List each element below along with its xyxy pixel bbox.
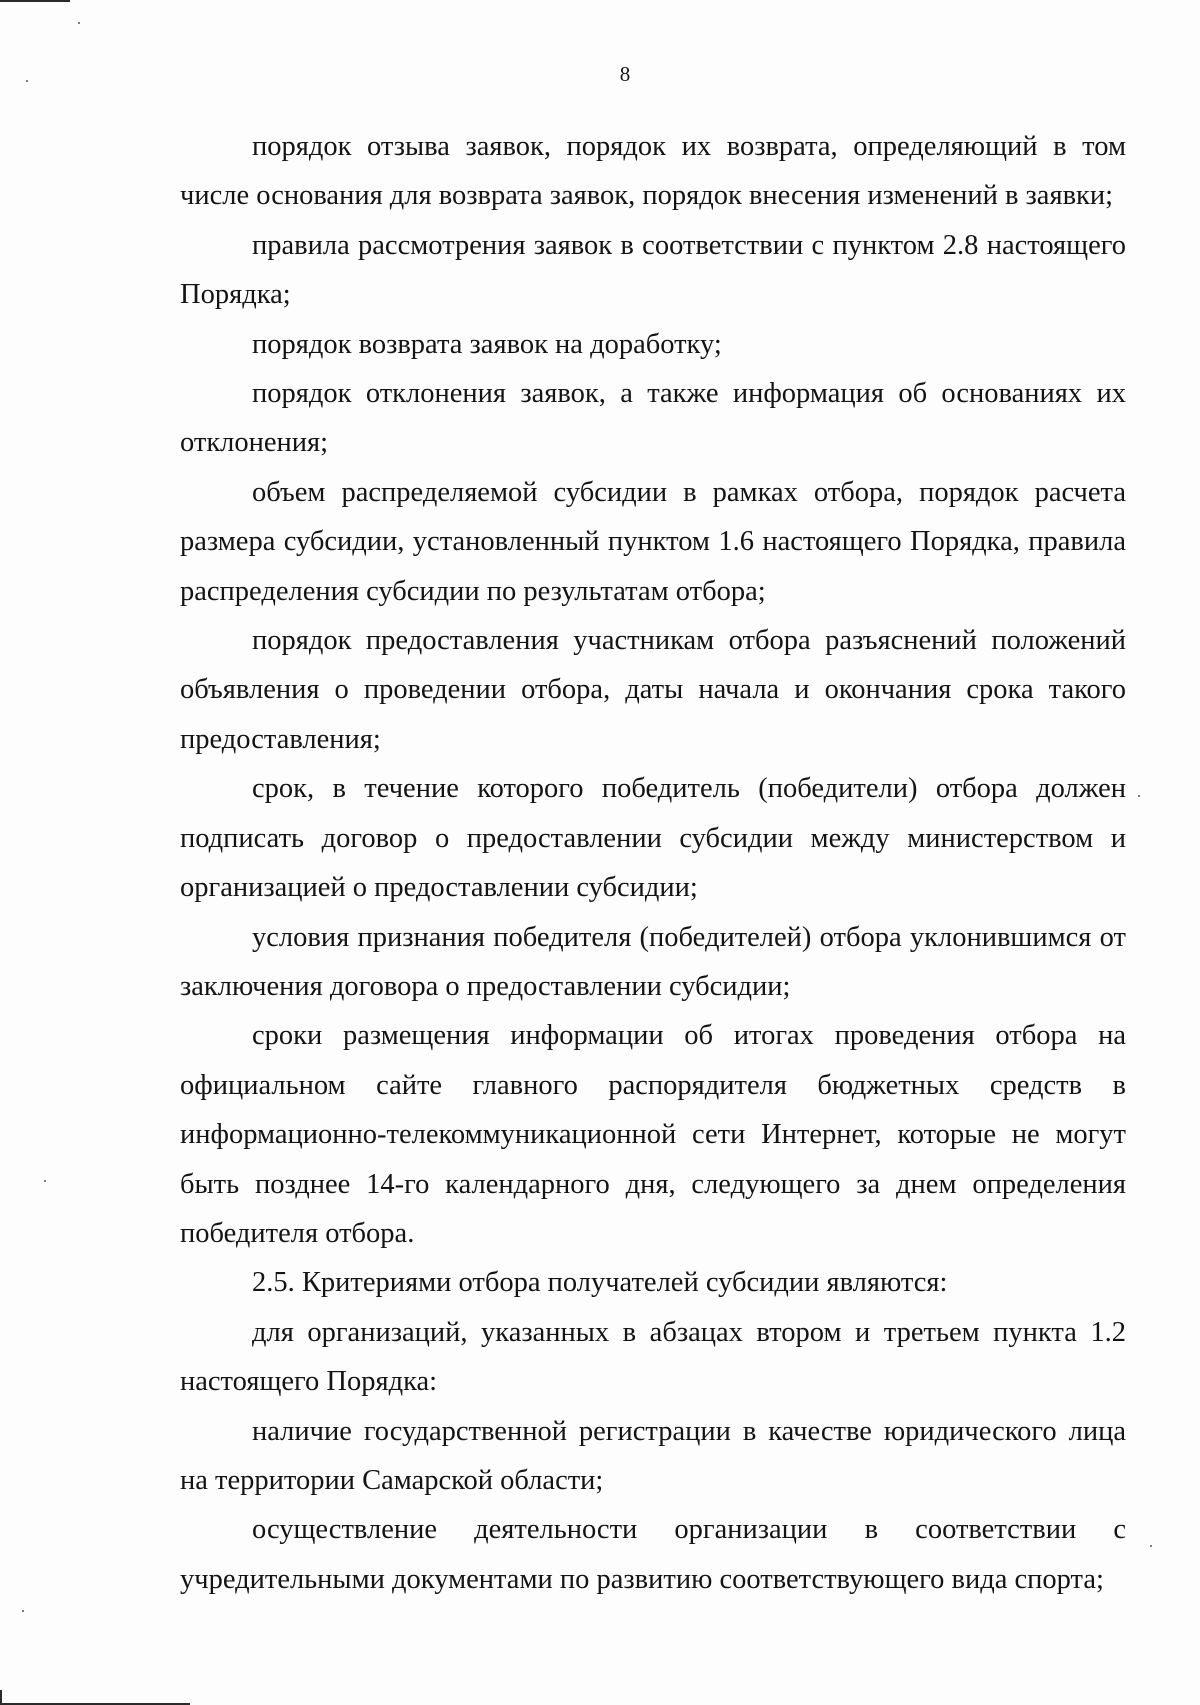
paragraph-activity: осуществление деятельности организации в соответствии с учредительными документами по развитию соответствующего вида спорта;	[180, 1514, 1126, 1595]
scan-speck	[78, 22, 80, 24]
paragraph-section-2-5: 2.5. Критериями отбора получателей субсидии являются:	[252, 1267, 948, 1299]
paragraph-subsidy-volume: объем распределяемой субсидии в рамках отбора, порядок расчета размера субсидии, установленный пунктом 1.6 настоящего Порядка, правила распределения субсидии по результатам отбора;	[180, 476, 1126, 607]
paragraph-return-for-revision: порядок возврата заявок на доработку;	[252, 328, 722, 360]
paragraph-clarifications: порядок предоставления участникам отбора разъяснений положений объявления о проведении отбора, даты начала и окончания срока такого предоставления;	[180, 625, 1126, 755]
paragraph-state-registration: наличие государственной регистрации в качестве юридического лица на территории Самарской области;	[180, 1415, 1126, 1496]
scan-speck	[44, 1180, 46, 1182]
scan-speck	[1138, 795, 1140, 797]
paragraph-organizations: для организаций, указанных в абзацах втором и третьем пункта 1.2 настоящего Порядка:	[180, 1316, 1126, 1398]
paragraph-contract-term: срок, в течение которого победитель (победители) отбора должен подписать договор о предоставлении субсидии между министерством и организацией о предоставлении субсидии;	[180, 773, 1126, 904]
paragraph-review-rules: правила рассмотрения заявок в соответствии с пунктом 2.8 настоящего Порядка;	[180, 229, 1126, 311]
scan-edge-mark-top	[0, 0, 70, 2]
scan-speck	[22, 1610, 24, 1612]
page-number: 8	[619, 62, 631, 86]
document-body	[180, 122, 1126, 1604]
paragraph-results-publication: сроки размещения информации об итогах проведения отбора на официальном сайте главного распорядителя бюджетных средств в информационно-телекоммуникационной сети Интернет, которые не могут быть позднее 14-го календарного дня, следующего за днем определения победителя отбора.	[180, 1020, 1126, 1249]
scan-speck	[1150, 1545, 1152, 1547]
paragraph-application-withdrawal: порядок отзыва заявок, порядок их возврата, определяющий в том числе основания для возврата заявок, порядок внесения изменений в заявки;	[180, 131, 1126, 212]
paragraph-rejection: порядок отклонения заявок, а также информация об основаниях их отклонения;	[180, 378, 1126, 459]
paragraph-evasion-conditions: условия признания победителя (победителей) отбора уклонившимся от заключения договора о предоставлении субсидии;	[180, 921, 1126, 1002]
